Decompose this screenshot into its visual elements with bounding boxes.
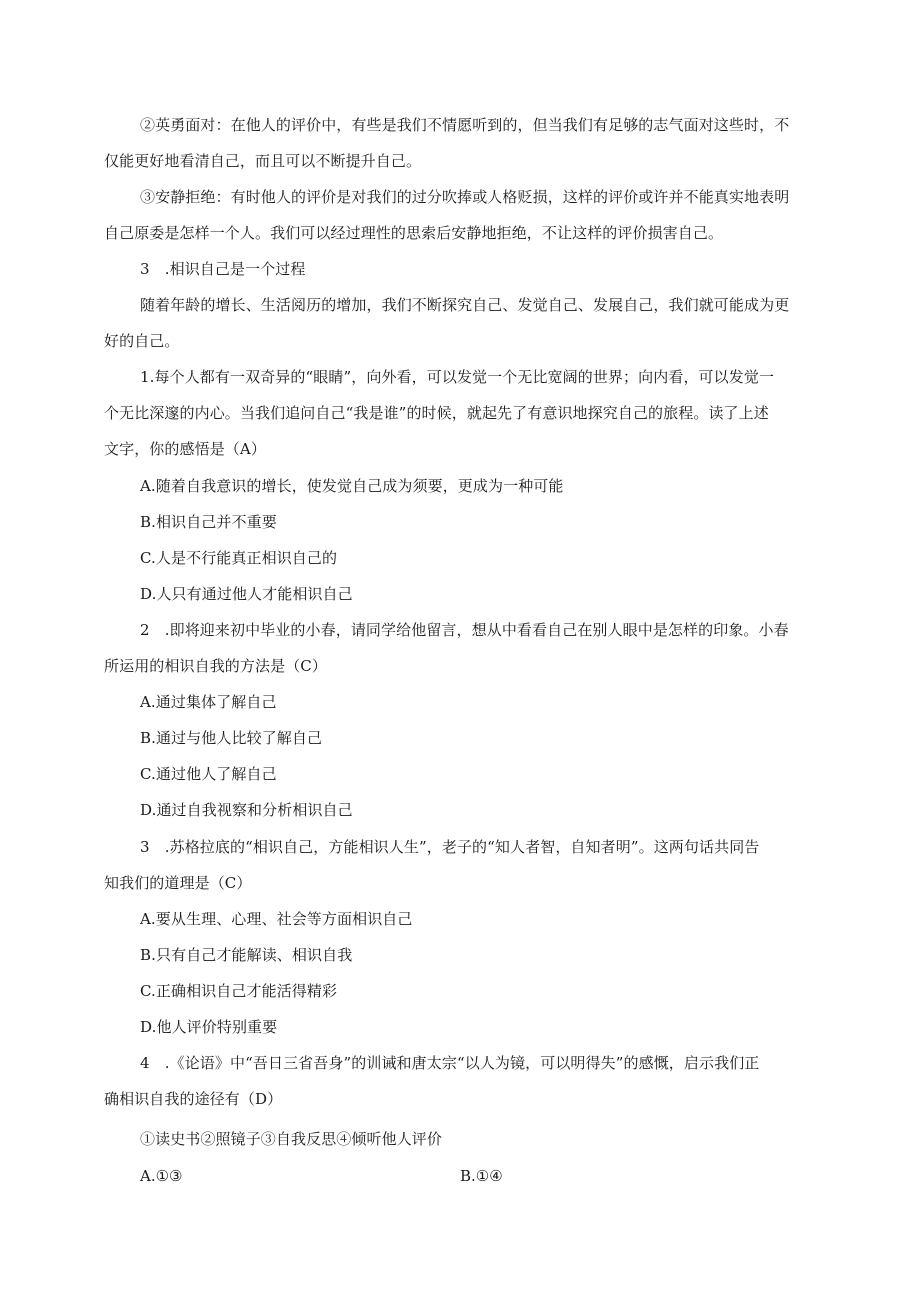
paragraph-line: 仅能更好地看清自己，而且可以不断提升自己。: [104, 152, 422, 170]
question-1-option-d: D.人只有通过他人才能相识自己: [140, 585, 353, 603]
question-2-option-d: D.通过自我视察和分析相识自己: [140, 801, 353, 819]
question-2-line: 2 .即将迎来初中毕业的小春，请同学给他留言，想从中看看自己在别人眼中是怎样的印象。小春: [140, 621, 789, 639]
question-4-items: ①读史书②照镜子③自我反思④倾听他人评价: [140, 1130, 443, 1148]
question-4-line: 4 .《论语》中“吾日三省吾身”的训诫和唐太宗“以人为镜，可以明得失”的感慨，启示我们正: [140, 1054, 760, 1072]
question-1-line: 个无比深邃的内心。当我们追问自己“我是谁”的时候，就起先了有意识地探究自己的旅程。读了上述: [104, 404, 769, 422]
question-1-option-a: A.随着自我意识的增长，使发觉自己成为须要，更成为一种可能: [140, 477, 564, 495]
question-2-option-a: A.通过集体了解自己: [140, 693, 277, 711]
question-3-line: 3 .苏格拉底的“相识自己，方能相识人生”，老子的“知人者智，自知者明”。这两句话共同告: [140, 838, 760, 856]
section-heading: 3 .相识自己是一个过程: [140, 260, 306, 278]
question-2-line: 所运用的相识自我的方法是（C）: [104, 657, 327, 675]
question-3-line: 知我们的道理是（C）: [104, 874, 252, 892]
question-3-option-c: C.正确相识自己才能活得精彩: [140, 982, 338, 1000]
question-1-line: 文字，你的感悟是（A）: [104, 440, 266, 458]
question-3-option-b: B.只有自己才能解读、相识自我: [140, 946, 353, 964]
paragraph-line: ②英勇面对：在他人的评价中，有些是我们不情愿听到的，但当我们有足够的志气面对这些时，不: [140, 116, 790, 134]
question-4-option-a: A.①③: [140, 1167, 183, 1185]
paragraph-line: 随着年龄的增长、生活阅历的增加，我们不断探究自己、发觉自己、发展自己，我们就可能成为更: [140, 296, 790, 314]
question-2-option-b: B.通过与他人比较了解自己: [140, 729, 323, 747]
paragraph-line: 自己原委是怎样一个人。我们可以经过理性的思索后安静地拒绝，不让这样的评价损害自己。: [104, 224, 724, 242]
paragraph-line: 好的自己。: [104, 332, 180, 350]
question-4-line: 确相识自我的途径有（D）: [104, 1090, 283, 1108]
question-1-option-c: C.人是不行能真正相识自己的: [140, 549, 338, 567]
question-3-option-a: A.要从生理、心理、社会等方面相识自己: [140, 910, 413, 928]
question-1-line: 1.每个人都有一双奇异的“眼睛”，向外看，可以发觉一个无比宽阔的世界；向内看，可以发觉一: [140, 368, 775, 386]
question-2-option-c: C.通过他人了解自己: [140, 765, 277, 783]
question-1-option-b: B.相识自己并不重要: [140, 513, 277, 531]
paragraph-line: ③安静拒绝：有时他人的评价是对我们的过分吹捧或人格贬损，这样的评价或许并不能真实地表明: [140, 188, 790, 206]
question-4-option-b: B.①④: [460, 1167, 503, 1185]
question-3-option-d: D.他人评价特别重要: [140, 1018, 278, 1036]
